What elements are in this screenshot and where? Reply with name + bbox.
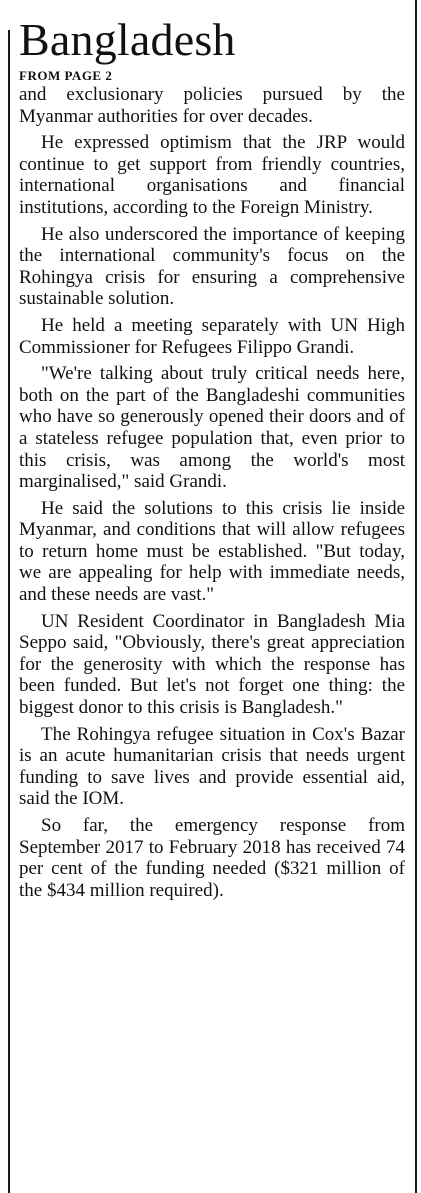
article-paragraph: "We're talking about truly critical needs here, both on the part of the Bangladeshi communities who have so generously opened their doors and of a stateless refugee population that, even prior to this crisis, was among the world's most marginalised," said Grandi.: [19, 363, 405, 493]
article-paragraph: He also underscored the importance of keeping the international community's focus on the Rohingya crisis for ensuring a comprehensive sustainable solution.: [19, 223, 405, 310]
column-rule-left: [8, 30, 10, 1193]
article-paragraph: He said the solutions to this crisis lie inside Myanmar, and conditions that will allow refugees to return home must be established. "But today, we are appealing for help with immediate needs, and these needs are vast.": [19, 497, 405, 606]
column-rule-right: [415, 0, 417, 1193]
article-paragraph: UN Resident Coordinator in Bangladesh Mia Seppo said, "Obviously, there's great appreciation for the generosity with which the response has been funded. But let's not forget one thing: the biggest donor to this crisis is Bangladesh.": [19, 610, 405, 719]
article-paragraph: So far, the emergency response from September 2017 to February 2018 has received 74 per cent of the funding needed ($321 million of the $434 million required).: [19, 815, 405, 901]
article-paragraph: He held a meeting separately with UN High Commissioner for Refugees Filippo Grandi.: [19, 314, 405, 358]
article-paragraph: The Rohingya refugee situation in Cox's Bazar is an acute humanitarian crisis that needs urgent funding to save lives and provide essential aid, said the IOM.: [19, 723, 405, 810]
article-paragraph: He expressed optimism that the JRP would continue to get support from friendly countries, international organisations and financial institutions, according to the Foreign Ministry.: [19, 132, 405, 218]
article-column: [19, 14, 405, 906]
jump-line: FROM PAGE 2: [19, 68, 113, 83]
article-headline: Bangladesh: [19, 14, 236, 65]
article-paragraph: and exclusionary policies pursued by the Myanmar authorities for over decades.: [19, 84, 405, 127]
